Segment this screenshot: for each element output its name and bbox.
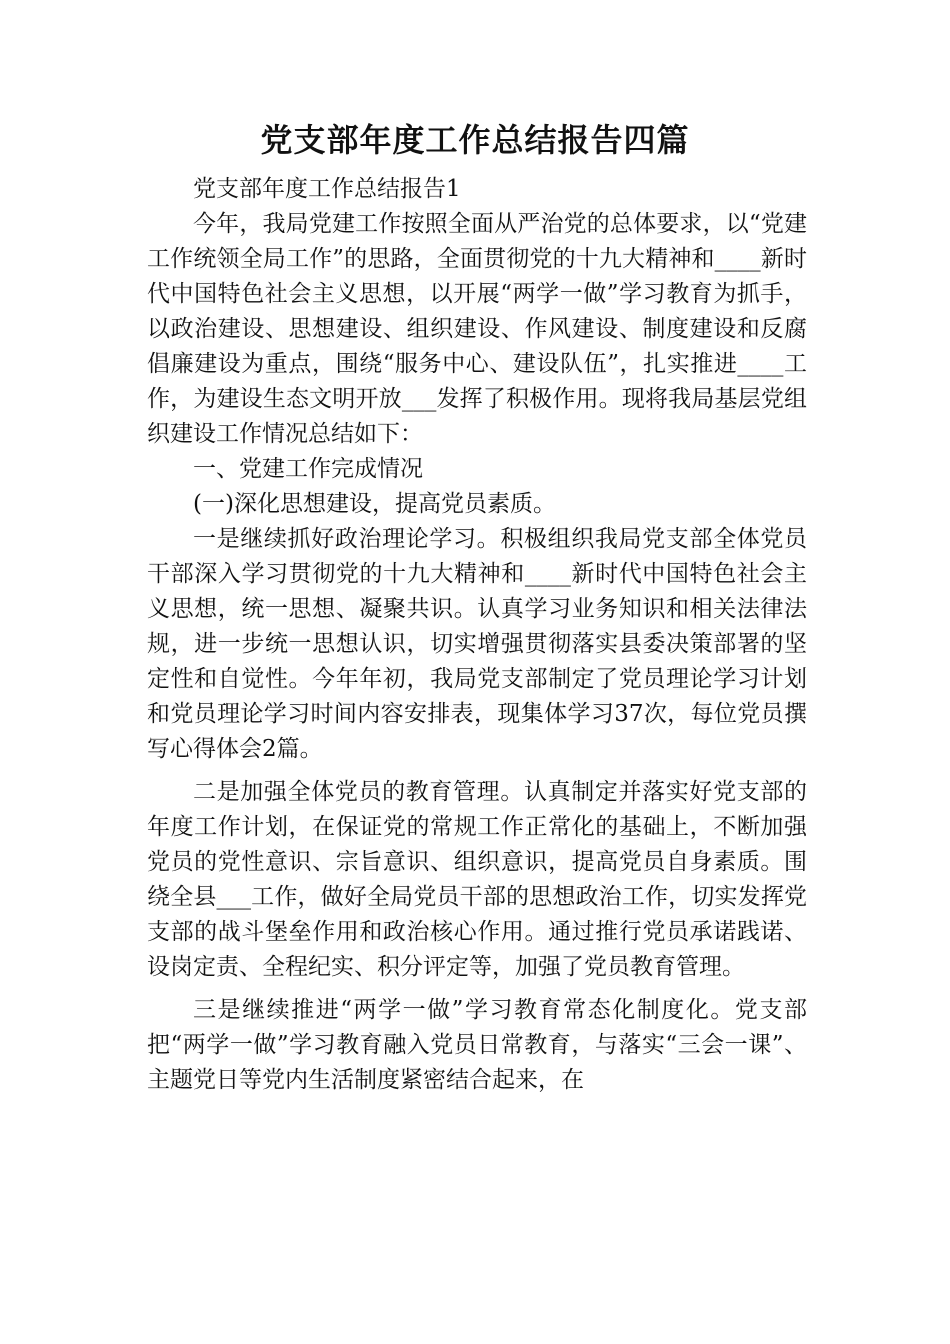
document-body: [147, 172, 807, 1098]
document-title: 党支部年度工作总结报告四篇: [260, 121, 690, 159]
body-paragraph-2: 二是加强全体党员的教育管理。认真制定并落实好党支部的年度工作计划，在保证党的常规工作正常化的基础上，不断加强党员的党性意识、宗旨意识、组织意识，提高党员自身素质。围绕全县___工作，做好全局党员干部的思想政治工作，切实发挥党支部的战斗堡垒作用和政治核心作用。通过推行党员承诺践诺、设岗定责、全程纪实、积分评定等，加强了党员教育管理。: [147, 779, 807, 980]
section-heading: 一、党建工作完成情况: [193, 456, 423, 482]
body-paragraph-3: 三是继续推进“两学一做”学习教育常态化制度化。党支部把“两学一做”学习教育融入党员日常教育，与落实“三会一课”、主题党日等党内生活制度紧密结合起来，在: [147, 997, 807, 1093]
subsection-heading: (一)深化思想建设，提高党员素质。: [193, 491, 556, 517]
body-paragraph-1: 一是继续抓好政治理论学习。积极组织我局党支部全体党员干部深入学习贯彻党的十九大精神和____新时代中国特色社会主义思想，统一思想、凝聚共识。认真学习业务知识和相关法律法规，进一步统一思想认识，切实增强贯彻落实县委决策部署的坚定性和自觉性。今年年初，我局党支部制定了党员理论学习计划和党员理论学习时间内容安排表，现集体学习37次，每位党员撰写心得体会2篇。: [147, 526, 807, 762]
report-subtitle: 党支部年度工作总结报告1: [193, 176, 461, 202]
intro-paragraph: 今年，我局党建工作按照全面从严治党的总体要求，以“党建工作统领全局工作”的思路，全面贯彻党的十九大精神和____新时代中国特色社会主义思想，以开展“两学一做”学习教育为抓手，以政治建设、思想建设、组织建设、作风建设、制度建设和反腐倡廉建设为重点，围绕“服务中心、建设队伍”，扎实推进____工作，为建设生态文明开放___发挥了积极作用。现将我局基层党组织建设工作情况总结如下：: [147, 211, 807, 447]
